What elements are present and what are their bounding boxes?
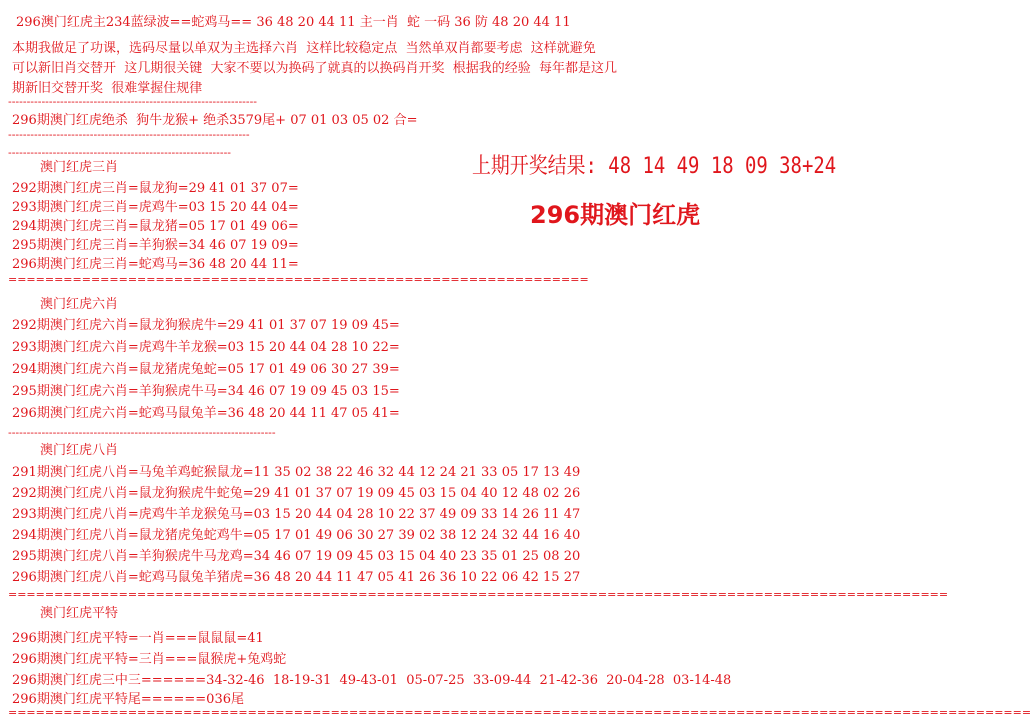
baxiao-row: 296期澳门红虎八肖=蛇鸡马鼠兔羊猪虎=36 48 20 44 11 47 05 41 26 36 10 22 06 42 15 27 xyxy=(12,570,581,585)
baxiao-row: 291期澳门红虎八肖=马兔羊鸡蛇猴鼠龙=11 35 02 38 22 46 32 44 12 24 21 33 05 17 13 49 xyxy=(12,465,581,480)
liuxiao-row: 296期澳门红虎六肖=蛇鸡马鼠兔羊=36 48 20 44 11 47 05 41= xyxy=(12,406,400,421)
pingte-row: 296期澳门红虎平特=三肖===鼠猴虎+兔鸡蛇 xyxy=(12,652,287,667)
intro-line-2: 可以新旧肖交替开 这几期很关键 大家不要以为换码了就真的以换码肖开奖 根据我的经验 每年都是这几 xyxy=(12,61,618,76)
baxiao-row: 293期澳门红虎八肖=虎鸡牛羊龙猴兔马=03 15 20 44 04 28 10 22 37 49 09 33 14 26 11 47 xyxy=(12,507,581,522)
kill-line: 296期澳门红虎绝杀 狗牛龙猴+ 绝杀3579尾+ 07 01 03 05 02 合= xyxy=(12,113,418,128)
sanxiao-row: 292期澳门红虎三肖=鼠龙狗=29 41 01 37 07= xyxy=(12,181,299,196)
liuxiao-row: 293期澳门红虎六肖=虎鸡牛羊龙猴=03 15 20 44 04 28 10 22= xyxy=(12,340,400,355)
baxiao-row: 294期澳门红虎八肖=鼠龙猪虎兔蛇鸡牛=05 17 01 49 06 30 27 39 02 38 12 24 32 44 16 40 xyxy=(12,528,581,543)
pingte-row: 296期澳门红虎平特=一肖===鼠鼠鼠=41 xyxy=(12,631,264,646)
liuxiao-title: 澳门红虎六肖 xyxy=(40,297,119,312)
separator: ------------------------------------------------------------ xyxy=(8,146,232,159)
liuxiao-row: 292期澳门红虎六肖=鼠龙狗猴虎牛=29 41 01 37 07 19 09 45= xyxy=(12,318,400,333)
pingte-title: 澳门红虎平特 xyxy=(40,606,119,621)
sanxiao-row: 295期澳门红虎三肖=羊狗猴=34 46 07 19 09= xyxy=(12,238,299,253)
intro-line-3: 期新旧交替开奖 很难掌握住规律 xyxy=(12,81,203,96)
separator: ------------------------------------------------------------------------ xyxy=(8,426,276,439)
issue-title: 296期澳门红虎 xyxy=(530,201,701,229)
sanxiao-row: 296期澳门红虎三肖=蛇鸡马=36 48 20 44 11= xyxy=(12,257,299,272)
sanxiao-title: 澳门红虎三肖 xyxy=(40,160,119,175)
separator: =============================================================== xyxy=(8,273,589,286)
pingte-row: 296期澳门红虎平特尾======036尾 xyxy=(12,692,244,707)
baxiao-row: 295期澳门红虎八肖=羊狗猴虎牛马龙鸡=34 46 07 19 09 45 03 15 04 40 23 35 01 25 08 20 xyxy=(12,549,581,564)
last-result-text: 上期开奖结果: 48 14 49 18 09 38+24 xyxy=(472,154,837,179)
separator: ------------------------------------------------------------------- xyxy=(8,95,258,108)
liuxiao-row: 294期澳门红虎六肖=鼠龙猪虎兔蛇=05 17 01 49 06 30 27 39= xyxy=(12,362,400,377)
sanxiao-row: 294期澳门红虎三肖=鼠龙猪=05 17 01 49 06= xyxy=(12,219,299,234)
separator: =============================================================================================================== xyxy=(8,706,1031,719)
header-line: 296澳门红虎主234蓝绿波==蛇鸡马== 36 48 20 44 11 主一肖 蛇 一码 36 防 48 20 44 11 xyxy=(16,15,571,30)
pingte-row: 296期澳门红虎三中三======34-32-46 18-19-31 49-43-01 05-07-25 33-09-44 21-42-36 20-04-28 03-14-48 xyxy=(12,673,732,688)
sanxiao-row: 293期澳门红虎三肖=虎鸡牛=03 15 20 44 04= xyxy=(12,200,299,215)
baxiao-title: 澳门红虎八肖 xyxy=(40,443,119,458)
intro-line-1: 本期我做足了功课，选码尽量以单双为主选择六肖 这样比较稳定点 当然单双肖都要考虑 这样就避免 xyxy=(12,41,596,56)
separator: ----------------------------------------------------------------- xyxy=(8,128,250,141)
separator: ====================================================================================================== xyxy=(8,588,949,601)
baxiao-row: 292期澳门红虎八肖=鼠龙狗猴虎牛蛇兔=29 41 01 37 07 19 09 45 03 15 04 40 12 48 02 26 xyxy=(12,486,581,501)
liuxiao-row: 295期澳门红虎六肖=羊狗猴虎牛马=34 46 07 19 09 45 03 15= xyxy=(12,384,400,399)
